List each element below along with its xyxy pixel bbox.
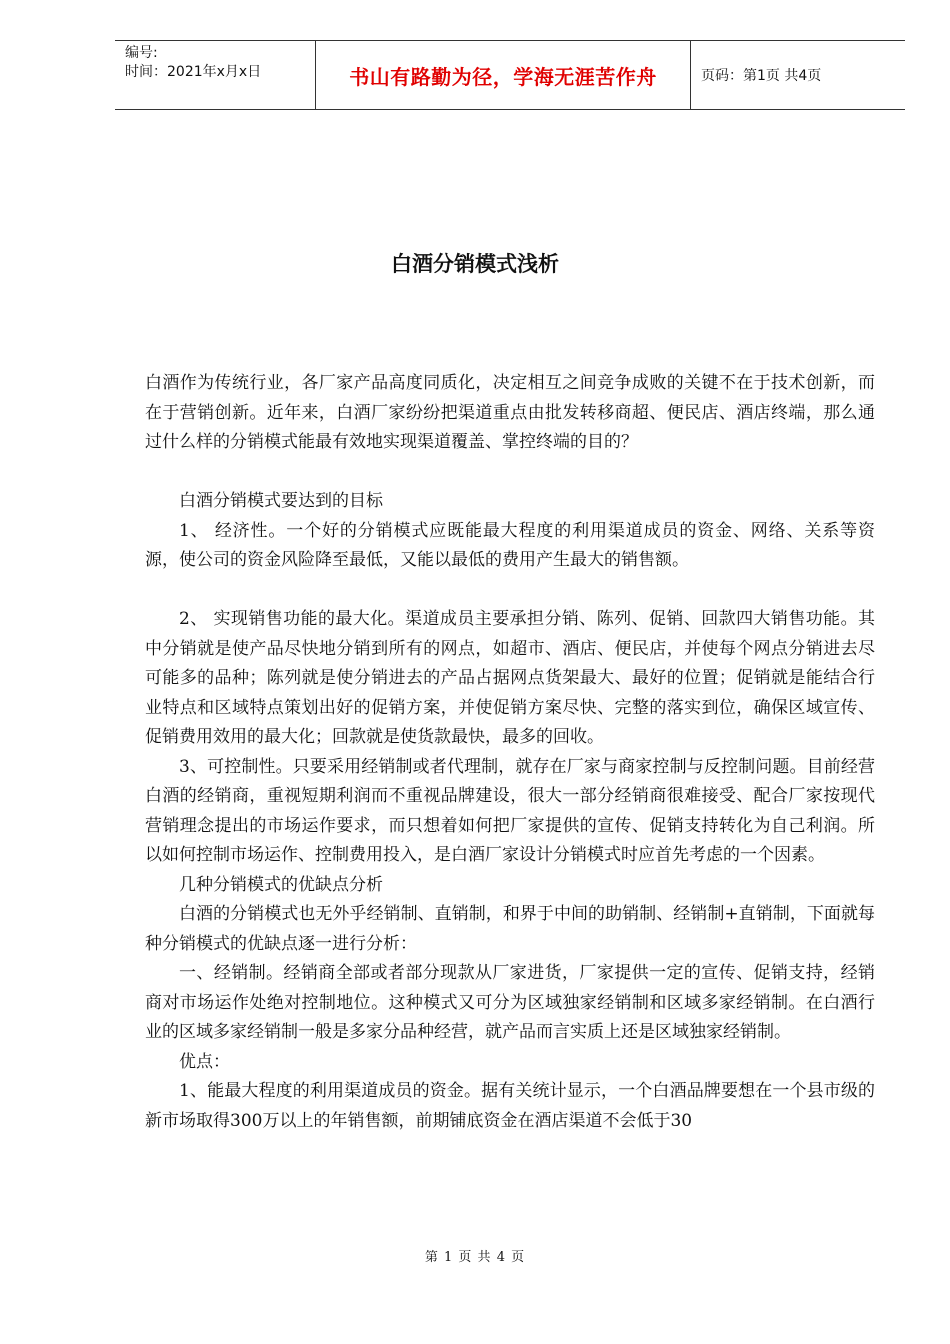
paragraph-goal-2: 2、 实现销售功能的最大化。渠道成员主要承担分销、陈列、促销、回款四大销售功能。其中分销就是使产品尽快地分销到所有的网点，如超市、酒店、便民店，并使每个网点分销进去尽可能多的品种；陈列就是使分销进去的产品占据网点货架最大、最好的位置；促销就是能结合行业特点和区域特点策划出好的促销方案，并使促销方案尽快、完整的落实到位，确保区域宣传、促销费用效用的最大化；回款就是使货款最快，最多的回收。 — [145, 609, 875, 747]
section-heading-analysis: 几种分销模式的优缺点分析 — [179, 874, 383, 895]
paragraph-intro: 白酒作为传统行业，各厂家产品高度同质化，决定相互之间竞争成败的关键不在于技术创新，而在于营销创新。近年来，白酒厂家纷纷把渠道重点由批发转移商超、便民店、酒店终端，那么通过什么样的分销模式能最有效地实现渠道覆盖、掌控终端的目的？ — [145, 373, 875, 452]
header-info-cell — [115, 41, 315, 109]
section-heading-goals: 白酒分销模式要达到的目标 — [179, 491, 383, 511]
paragraph-advantage-1: 1、能最大程度的利用渠道成员的资金。据有关统计显示，一个白酒品牌要想在一个县市级的新市场取得300万以上的年销售额，前期铺底资金在酒店渠道不会低于30 — [145, 1081, 875, 1131]
time-label: 时间：2021年x月x日 — [125, 64, 262, 80]
document-title: 白酒分销模式浅析 — [391, 252, 559, 276]
paragraph-distribution: 一、经销制。经销商全部或者部分现款从厂家进货，厂家提供一定的宣传、促销支持，经销商对市场运作处绝对控制地位。这种模式又可分为区域独家经销制和区域多家经销制。在白酒行业的区域多家经销制一般是多家分品种经营，就产品而言实质上还是区域独家经销制。 — [145, 963, 875, 1042]
label-advantages: 优点： — [179, 1051, 230, 1072]
page-footer: 第 1 页 共 4 页 — [424, 1250, 526, 1265]
header-table — [115, 40, 905, 110]
paragraph-analysis-intro: 白酒的分销模式也无外乎经销制、直销制，和界于中间的助销制、经销制+直销制，下面就每种分销模式的优缺点逐一进行分析： — [145, 904, 875, 954]
document-body — [145, 369, 875, 1136]
header-page-cell — [691, 41, 905, 109]
motto-text: 书山有路勤为径，学海无涯苦作舟 — [349, 64, 657, 89]
paragraph-goal-3: 3、可控制性。只要采用经销制或者代理制，就存在厂家与商家控制与反控制问题。目前经营白酒的经销商，重视短期利润而不重视品牌建设，很大一部分经销商很难接受、配合厂家按现代营销理念提出的市场运作要求，而只想着如何把厂家提供的宣传、促销支持转化为自己利润。所以如何控制市场运作、控制费用投入，是白酒厂家设计分销模式时应首先考虑的一个因素。 — [145, 756, 875, 865]
header-motto-cell — [315, 41, 691, 109]
number-label: 编号: — [125, 45, 158, 61]
page-info: 页码：第1页 共4页 — [701, 68, 822, 84]
paragraph-goal-1: 1、 经济性。一个好的分销模式应既能最大程度的利用渠道成员的资金、网络、关系等资源，使公司的资金风险降至最低，又能以最低的费用产生最大的销售额。 — [145, 520, 875, 570]
